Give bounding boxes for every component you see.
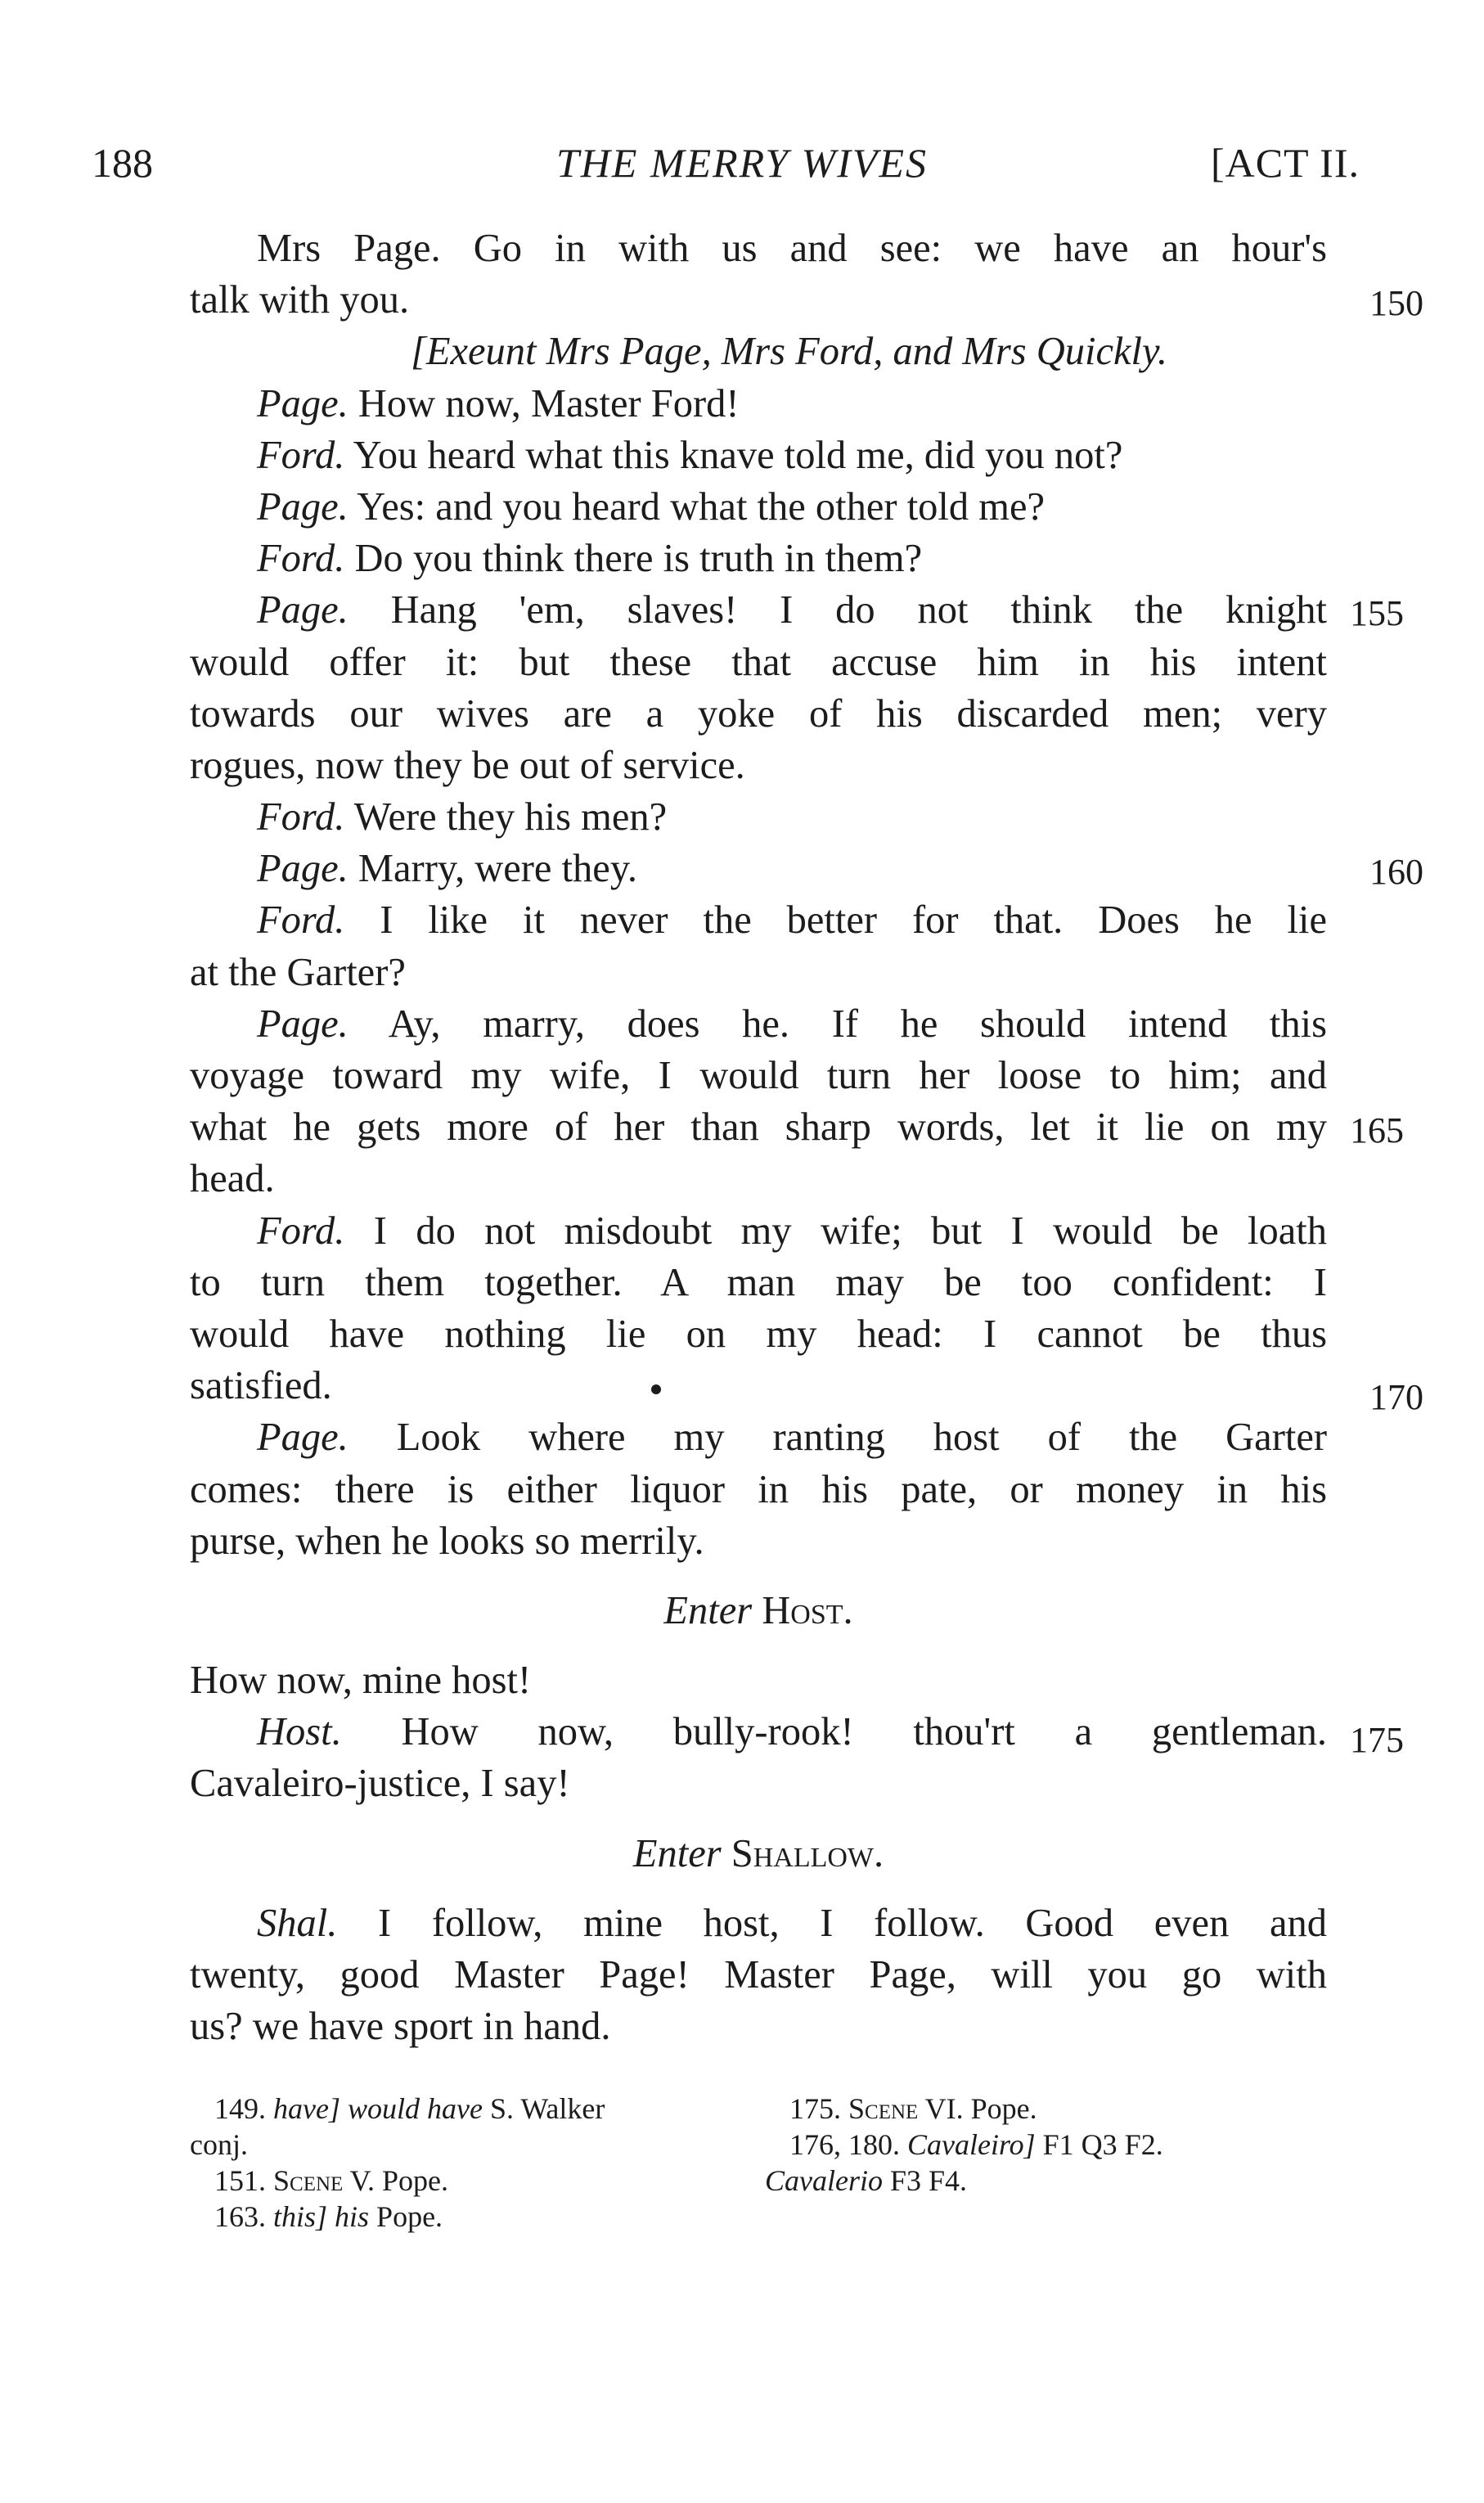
text-line: Host. How now, bully-rook! thou'rt a gentleman. 175 [190, 1706, 1327, 1758]
line-number: 155 [1350, 593, 1404, 634]
line-number: 175 [1350, 1720, 1404, 1761]
speaker: Host. [257, 1710, 342, 1754]
footnote: 151. Scene V. Pope. [214, 2164, 448, 2197]
text-line: Mrs Page. Go in with us and see: we have an hour's [257, 227, 1327, 270]
stage-direction: [Exeunt Mrs Page, Mrs Ford, and Mrs Quickly. [411, 330, 1167, 374]
text-line: Page. Hang 'em, slaves! I do not think the knight 155 [190, 584, 1327, 636]
speaker: Page. [257, 1416, 349, 1460]
text-line: Cavaleiro-justice, I say! [190, 1762, 570, 1806]
text-line: Page. Marry, were they. 160 [190, 843, 1327, 894]
act-label: [ACT II. [1210, 140, 1360, 186]
stage-direction: Enter Host. [663, 1588, 853, 1632]
speaker: Ford. [257, 1209, 345, 1253]
footnote: 176, 180. Cavaleiro] F1 Q3 F2. [789, 2128, 1163, 2161]
text-line: would have nothing lie on my head: I cannot be thus [190, 1312, 1327, 1356]
line-number: 170 [1369, 1377, 1423, 1418]
footnotes-right [765, 2091, 1338, 2199]
page-number: 188 [92, 140, 153, 186]
text-line: How now, mine host! [190, 1659, 532, 1703]
speaker: Ford. [257, 795, 345, 840]
text-line: Shal. I follow, mine host, I follow. Good even and [257, 1901, 1328, 1945]
text-line: Page. Look where my ranting host of the Garter [257, 1416, 1327, 1460]
speaker: Ford. [257, 537, 345, 581]
running-title: THE MERRY WIVES [555, 140, 929, 186]
speaker: Page. [257, 484, 349, 529]
speaker: Page. [257, 381, 349, 425]
speaker: Page. [257, 847, 349, 891]
text-line: Ford. You heard what this knave told me, did you not? [257, 433, 1123, 477]
text-line: Ford. Do you think there is truth in them? [257, 537, 923, 581]
text-line: purse, when he looks so merrily. [190, 1519, 704, 1563]
play-text [190, 223, 1423, 2052]
running-header [0, 139, 1484, 196]
text-line: talk with you. 150 [190, 274, 1327, 326]
line-number: 150 [1369, 283, 1423, 324]
footnote: 175. Scene VI. Pope. [789, 2092, 1037, 2125]
footnote: 163. this] his Pope. [214, 2200, 443, 2233]
speaker: Shal. [257, 1901, 338, 1945]
text-line: satisfied. 170 [190, 1360, 1327, 1411]
line-number: 165 [1350, 1110, 1404, 1151]
text-line: Ford. Were they his men? [257, 795, 668, 840]
speaker: Ford. [257, 898, 345, 943]
stray-mark [651, 1384, 661, 1394]
text-line: to turn them together. A man may be too confident: I [190, 1260, 1327, 1304]
text-line: Page. Ay, marry, does he. If he should intend this [257, 1002, 1327, 1046]
text-line: what he gets more of her than sharp words, let it lie on my 165 [190, 1101, 1327, 1153]
footnote-continued: Cavalerio F3 F4. [765, 2164, 968, 2197]
footnotes-left [190, 2091, 730, 2235]
text-line: comes: there is either liquor in his pate, or money in his [190, 1467, 1327, 1511]
text-line: would offer it: but these that accuse him in his intent [190, 640, 1327, 684]
text-line: voyage toward my wife, I would turn her loose to him; and [190, 1054, 1327, 1097]
text-line: twenty, good Master Page! Master Page, will you go with [190, 1953, 1327, 1997]
footnote-continued: conj. [190, 2128, 248, 2161]
text-line: Ford. I like it never the better for that. Does he lie [257, 898, 1327, 943]
text-line: rogues, now they be out of service. [190, 743, 745, 787]
text-line: towards our wives are a yoke of his discarded men; very [190, 691, 1327, 736]
stage-direction: Enter Shallow. [632, 1831, 884, 1875]
text-line: head. [190, 1157, 275, 1201]
speaker: Page. [257, 588, 349, 633]
text-line: Page. Yes: and you heard what the other told me? [257, 484, 1046, 529]
footnote: 149. have] would have S. Walker [214, 2092, 605, 2125]
text-line: Ford. I do not misdoubt my wife; but I would be loath [257, 1209, 1327, 1253]
line-number: 160 [1369, 852, 1423, 893]
text-line: Page. How now, Master Ford! [257, 381, 740, 425]
text-line: us? we have sport in hand. [190, 2005, 611, 2049]
speaker: Page. [257, 1002, 349, 1046]
speaker: Ford. [257, 433, 345, 477]
text-line: at the Garter? [190, 950, 406, 994]
